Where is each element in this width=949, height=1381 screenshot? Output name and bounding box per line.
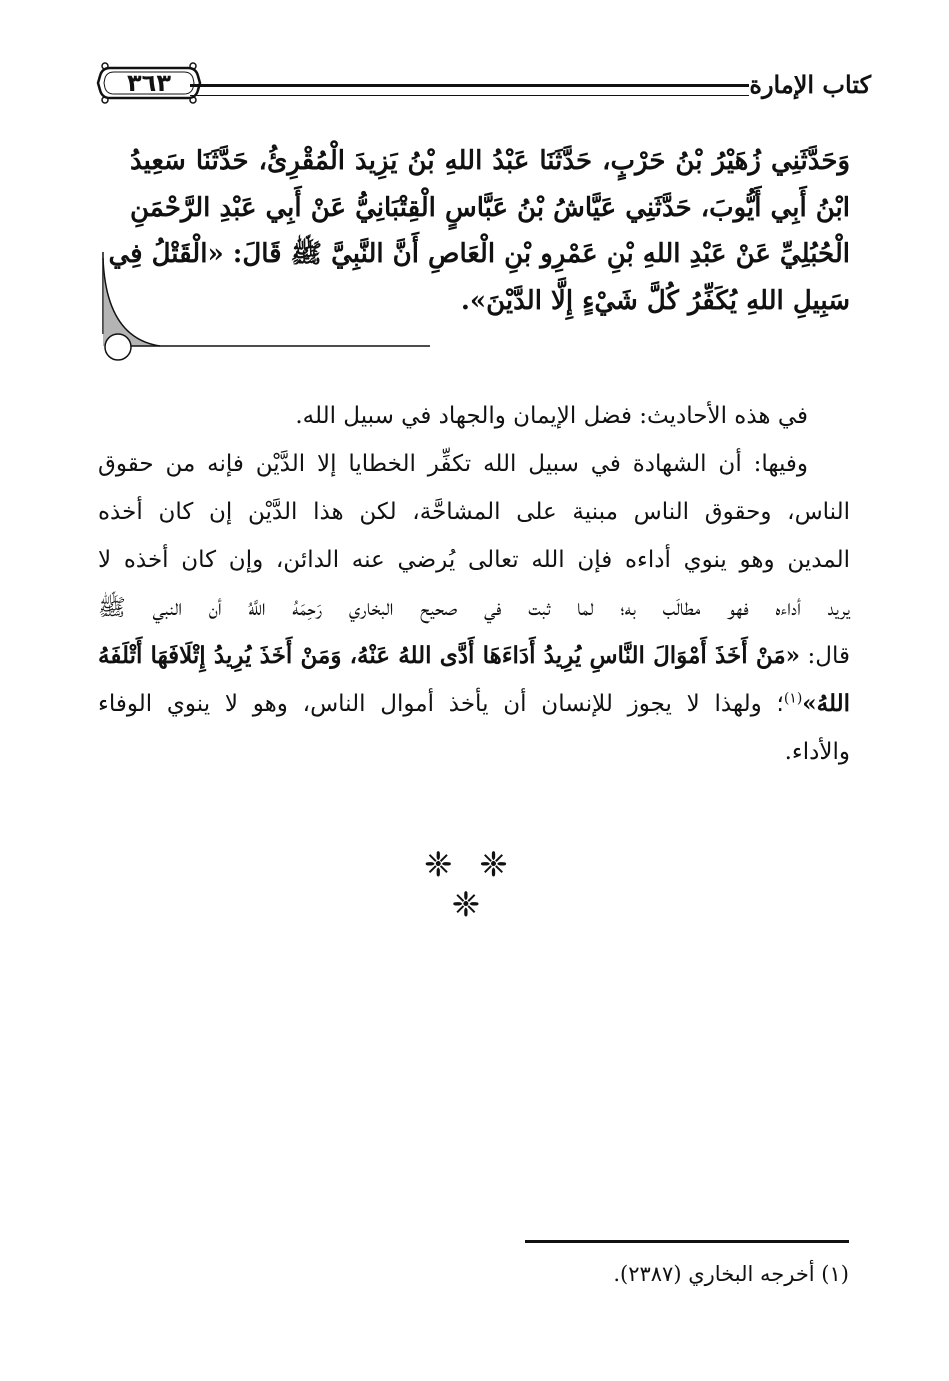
footnote: (١) أخرجه البخاري (٢٣٨٧). (613, 1262, 849, 1286)
footnote-reference: (١) (783, 690, 803, 707)
hadith-line: سَبِيلِ اللهِ يُكَفِّرُ كُلَّ شَيْءٍ إِلَّا الدَّيْنَ». (460, 285, 850, 316)
commentary-line: والأداء. (784, 739, 850, 765)
commentary-topic: في هذه الأحاديث: فضل الإيمان والجهاد في سبيل الله. (295, 403, 808, 429)
header-rule (190, 84, 749, 96)
commentary-line: يريد أداءه فهو مطالَب به؛ لما ثبت في صحيح البخاري رَحِمَهُ اللَّهُ أن النبي ﷺ (98, 595, 850, 621)
commentary-line (98, 680, 850, 728)
said-lead: قال: (800, 643, 850, 669)
footnote-rule (525, 1240, 849, 1243)
prophetic-quote: «مَنْ أَخَذَ أَمْوَالَ النَّاسِ يُرِيدُ أَدَاءَهَا أَدَّى اللهُ عَنْهُ، وَمَنْ أَخَذَ يُرِيدُ إِتْلَافَهَا أَتْلَفَهُ (98, 642, 801, 669)
decorative-corner-icon (100, 250, 430, 362)
commentary-rest: ؛ ولهذا لا يجوز للإنسان أن يأخذ أموال الناس، وهو لا ينوي الوفاء (98, 691, 784, 717)
prophetic-quote-end: اللهُ» (802, 690, 850, 717)
hadith-line: وَحَدَّثَنِي زُهَيْرُ بْنُ حَرْبٍ، حَدَّثَنَا عَبْدُ اللهِ بْنُ يَزِيدَ الْمُقْرِئُ، حَدَّثَنَا سَعِيدُ (130, 146, 850, 176)
commentary-line: المدين وهو ينوي أداءه فإن الله تعالى يُرضي عنه الدائن، وإن كان أخذه لا (98, 547, 850, 573)
page-number: ٣٦٣ (127, 69, 171, 97)
hadith-line: ابْنُ أَبِي أَيُّوبَ، حَدَّثَنِي عَيَّاشُ بْنُ عَبَّاسٍ الْقِتْبَانِيُّ عَنْ أَبِي عَبْدِ الرَّحْمَنِ (130, 192, 850, 223)
section-separator-icon: ❈ ❈ ❈ (424, 845, 516, 925)
commentary-line: الناس، وحقوق الناس مبنية على المشاحَّة، لكن هذا الدَّيْن إن كان أخذه (98, 499, 850, 525)
running-head-title: كتاب الإمارة (749, 70, 871, 99)
page-number-ornament (96, 60, 202, 106)
hadith-line: الْحُبُلِيِّ عَنْ عَبْدِ اللهِ بْنِ عَمْرِو بْنِ الْعَاصِ أَنَّ النَّبِيَّ ﷺ قَالَ: «الْقَتْلُ فِي (108, 239, 850, 269)
commentary-text (98, 392, 850, 776)
commentary-line (98, 632, 850, 680)
commentary-line: وفيها: أن الشهادة في سبيل الله تكفِّر الخطايا إلا الدَّيْن فإنه من حقوق (98, 451, 808, 477)
